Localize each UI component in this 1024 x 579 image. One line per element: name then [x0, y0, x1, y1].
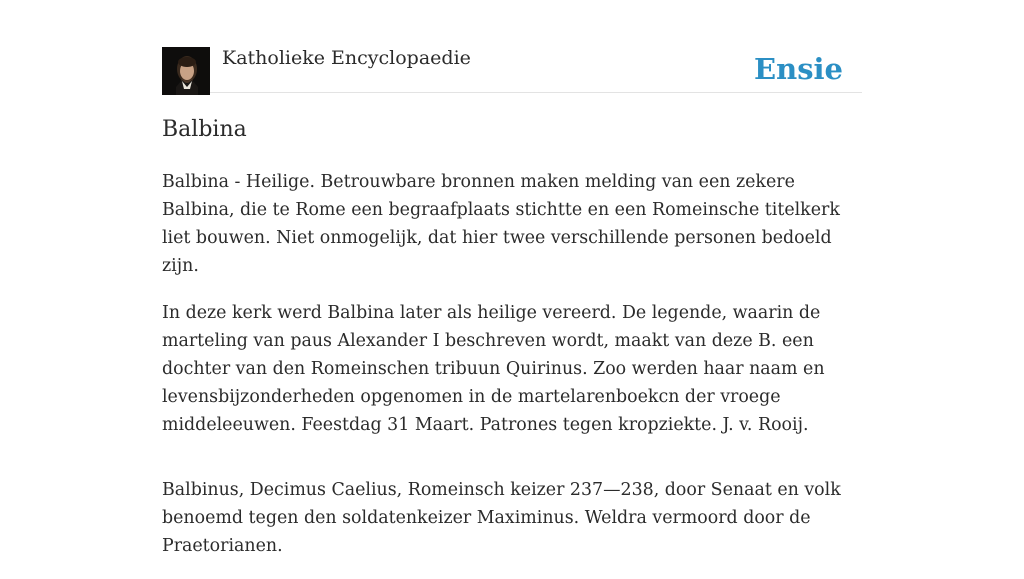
article-paragraph: In deze kerk werd Balbina later als heilige vereerd. De legende, waarin de marteling van paus Alexander I beschreven wordt, maakt van deze B. een dochter van den Romeinschen tribuun Quirinus. Zoo werden haar naam en levensbijzonderheden opgenomen in de martelarenboekcn der vroege middeleeuwen. Feestdag 31 Maart. Patrones tegen kropziekte. J. v. Rooij. — [162, 303, 825, 435]
article-paragraph: Balbina - Heilige. Betrouwbare bronnen maken melding van een zekere Balbina, die te Rome een begraafplaats stichtte en een Romeinsche titelkerk liet bouwen. Niet onmogelijk, dat hier twee verschillende personen bedoeld zijn. — [162, 172, 840, 276]
site-header — [162, 46, 862, 93]
portrait-image — [162, 47, 210, 95]
article-title: Balbina — [162, 117, 247, 142]
article-paragraph: Balbinus, Decimus Caelius, Romeinsch keizer 237—238, door Senaat en volk benoemd tegen den soldatenkeizer Maximinus. Weldra vermoord door de Praetorianen. — [162, 480, 841, 556]
brand-logo[interactable]: Ensie — [754, 52, 843, 86]
portrait-avatar-icon[interactable] — [162, 47, 210, 95]
article-body — [162, 168, 862, 579]
site-name[interactable]: Katholieke Encyclopaedie — [222, 47, 471, 69]
